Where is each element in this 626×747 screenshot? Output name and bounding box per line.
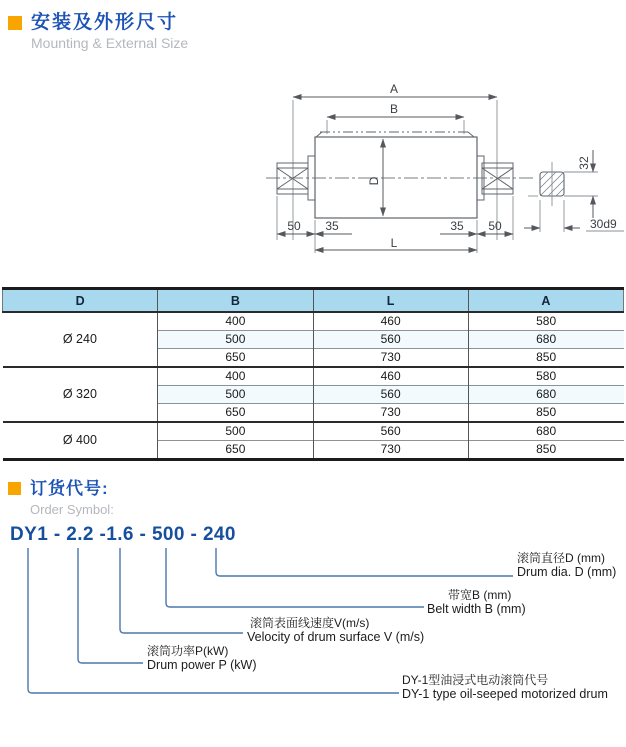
- cell: 850: [468, 404, 623, 423]
- callout-en: Drum power P (kW): [147, 658, 257, 672]
- dim-35-right-label: 35: [450, 219, 464, 233]
- dim-50-left-label: 50: [287, 219, 301, 233]
- diameter-cell: Ø 320: [3, 367, 158, 422]
- dimension-labels: [287, 82, 617, 250]
- section2-title-cn: 订货代号:: [30, 479, 109, 498]
- dim-30d9-label: 30d9: [590, 217, 617, 231]
- dimension-table-wrap: [2, 287, 624, 461]
- callout-cn: 带宽B (mm): [448, 588, 512, 602]
- section-bullet-icon: [8, 16, 22, 30]
- callout-cn: DY-1型油浸式电动滚筒代号: [402, 673, 549, 687]
- dimension-table: [2, 287, 624, 461]
- section2-header: [8, 478, 114, 518]
- column-header-b: B: [158, 289, 313, 313]
- dim-35-left-label: 35: [325, 219, 339, 233]
- cell: 730: [313, 349, 468, 368]
- table-row: [3, 312, 624, 331]
- callout-velocity: [247, 616, 424, 644]
- section1-header: [8, 12, 188, 52]
- callout-power: [147, 644, 257, 672]
- table-row: [3, 422, 624, 441]
- callout-en: Belt width B (mm): [427, 602, 526, 616]
- cell: 580: [536, 314, 557, 328]
- callout-type: [402, 673, 608, 701]
- table-header-row: [3, 289, 624, 313]
- cell: 560: [313, 331, 468, 349]
- callout-cn: 滚筒直径D (mm): [517, 551, 605, 565]
- callout-en: Drum dia. D (mm): [517, 565, 617, 579]
- belt-line: [316, 132, 474, 137]
- callout-cn: 滚筒功率P(kW): [147, 644, 229, 658]
- cell: 730: [313, 404, 468, 423]
- cell: 680: [468, 422, 623, 441]
- right-bearing: [482, 163, 513, 194]
- section1-title-cn: 安装及外形尺寸: [31, 12, 179, 33]
- diameter-cell: Ø 400: [3, 422, 158, 460]
- cell: 460: [313, 367, 468, 386]
- drum-body: [315, 137, 477, 218]
- technical-drawing: [260, 80, 626, 265]
- cell: 650: [158, 404, 313, 423]
- callout-en: Velocity of drum surface V (m/s): [247, 630, 425, 644]
- table-row: [3, 367, 624, 386]
- order-code: DY1 - 2.2 -1.6 - 500 - 240: [10, 524, 236, 545]
- callout-en: DY-1 type oil-seeped motorized drum: [402, 687, 608, 701]
- left-bearing: [277, 163, 308, 194]
- cell: 850: [468, 349, 623, 368]
- cell: 680: [468, 386, 623, 404]
- diameter-cell: Ø 240: [3, 312, 158, 367]
- cell: 500: [158, 422, 313, 441]
- dim-d-label: D: [367, 176, 381, 186]
- column-header-d: D: [3, 289, 158, 313]
- dim-32-label: 32: [577, 156, 591, 170]
- cell: 560: [313, 386, 468, 404]
- column-header-l: L: [313, 289, 468, 313]
- cell: 850: [468, 441, 623, 460]
- cell: 650: [158, 349, 313, 368]
- callout-belt-width: [427, 588, 526, 616]
- extension-lines: [277, 100, 513, 253]
- column-header-a: A: [468, 289, 623, 313]
- callout-cn: 滚筒表面线速度V(m/s): [250, 616, 370, 630]
- dim-50-right-label: 50: [488, 219, 502, 233]
- callout-drum-dia: [517, 551, 616, 579]
- cell: 580: [468, 367, 623, 386]
- cell: 650: [158, 441, 313, 460]
- cell: 400: [158, 367, 313, 386]
- cell: 560: [313, 422, 468, 441]
- section1-title-en: Mounting & External Size: [31, 35, 189, 51]
- cell: 730: [313, 441, 468, 460]
- cell: 680: [468, 331, 623, 349]
- dim-a-label: A: [389, 82, 399, 96]
- cell: 400: [158, 312, 313, 331]
- cell: 500: [158, 386, 313, 404]
- dimension-lines: [277, 97, 513, 250]
- section-bullet-icon: [8, 482, 21, 495]
- cell: 460: [313, 312, 468, 331]
- dim-b-label: B: [389, 102, 399, 116]
- section2-title-en: Order Symbol:: [30, 502, 114, 517]
- dim-l-label: L: [390, 236, 398, 250]
- cell: 500: [158, 331, 313, 349]
